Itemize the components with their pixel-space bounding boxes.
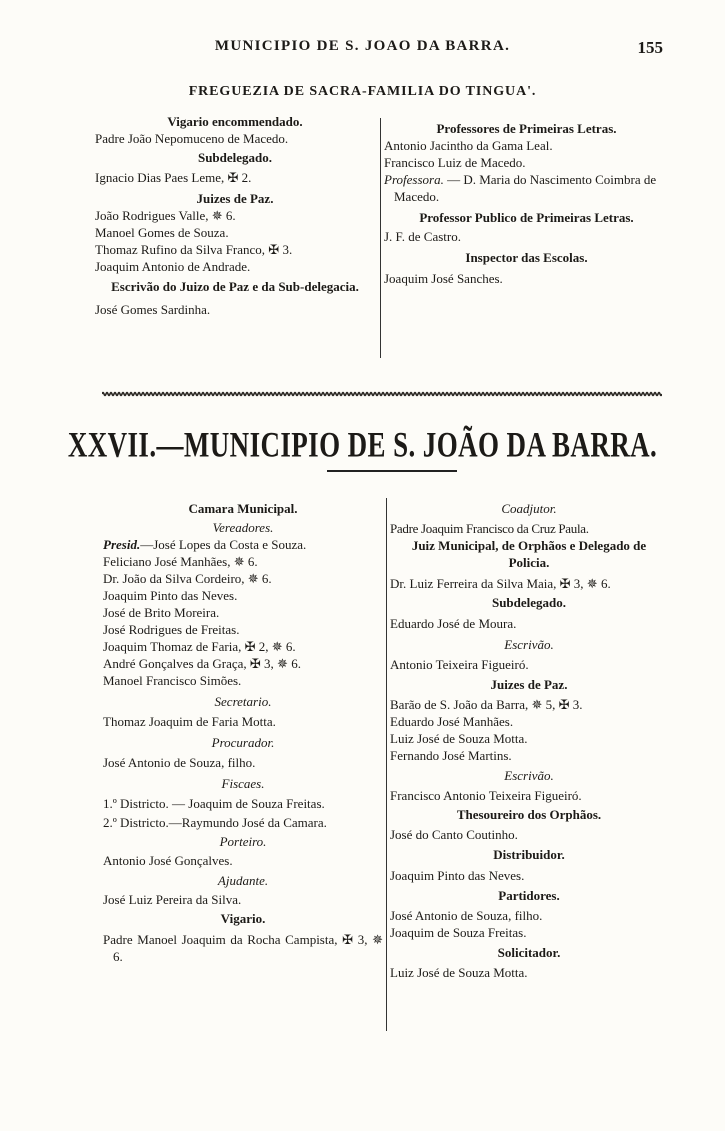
vereador-item: Joaquim Pinto das Neves. xyxy=(103,588,238,603)
juizes-heading: Juizes de Paz. xyxy=(196,191,274,206)
thesoureiro-name: José do Canto Coutinho. xyxy=(390,827,518,842)
fiscaes-heading: Fiscaes. xyxy=(221,776,265,791)
juiz-item: Luiz José de Souza Motta. xyxy=(390,731,528,746)
publico-heading: Professor Publico de Primeiras Letras. xyxy=(419,210,634,225)
partidores-heading: Partidores. xyxy=(498,888,560,903)
column-divider xyxy=(386,498,387,1031)
inspector-name: Joaquim José Sanches. xyxy=(384,271,503,286)
vigario-heading: Vigario. xyxy=(220,911,266,926)
juiz-item: Fernando José Martins. xyxy=(390,748,512,763)
coadjutor-name: Padre Joaquim Francisco da Cruz Paula. xyxy=(390,521,589,536)
fiscal-1: 1.º Districto. — Joaquim de Souza Freitas. xyxy=(103,796,325,811)
vereadores-heading: Vereadores. xyxy=(212,520,274,535)
distribuidor-name: Joaquim Pinto das Neves. xyxy=(390,868,525,883)
escrivao2-heading: Escrivão. xyxy=(504,768,554,783)
escrivao-name: José Gomes Sardinha. xyxy=(95,302,211,317)
thesoureiro-heading: Thesoureiro dos Orphãos. xyxy=(456,807,602,822)
solicitador-name: Luiz José de Souza Motta. xyxy=(390,965,528,980)
section-title: XXVII.—MUNICIPIO DE S. JOÃO DA BARRA. xyxy=(67,424,658,465)
secretario-heading: Secretario. xyxy=(214,694,272,709)
juiz-item: Thomaz Rufino da Silva Franco, ✠ 3. xyxy=(95,242,293,257)
inspector-heading: Inspector das Escolas. xyxy=(465,250,588,265)
escrivao-heading: Escrivão. xyxy=(504,637,554,652)
vereador-item: André Gonçalves da Graça, ✠ 3, ✵ 6. xyxy=(103,656,301,671)
porteiro-heading: Porteiro. xyxy=(219,834,267,849)
vereador-item: José Rodrigues de Freitas. xyxy=(103,622,240,637)
partidor-item: José Antonio de Souza, filho. xyxy=(390,908,543,923)
coadjutor-heading: Coadjutor. xyxy=(501,501,557,516)
subdelegado-name: Ignacio Dias Paes Leme, ✠ 2. xyxy=(95,170,252,185)
publico-name: J. F. de Castro. xyxy=(384,229,461,244)
juiz-heading: Juiz Municipal, de Orphãos e Delegado de Policia. xyxy=(411,538,647,570)
juiz-item: João Rodrigues Valle, ✵ 6. xyxy=(95,208,236,223)
juizes-heading: Juizes de Paz. xyxy=(490,677,568,692)
procurador-name: José Antonio de Souza, filho. xyxy=(103,755,256,770)
parish-left-column xyxy=(95,113,375,318)
camara-heading: Camara Municipal. xyxy=(188,501,298,516)
ajudante-name: José Luiz Pereira da Silva. xyxy=(103,892,242,907)
vigario-heading: Vigario encommendado. xyxy=(167,114,303,129)
parish-title: FREGUEZIA DE SACRA-FAMILIA DO TINGUA'. xyxy=(188,84,537,99)
page-number: 155 xyxy=(637,38,663,57)
running-head xyxy=(0,38,725,64)
partidor-item: Joaquim de Souza Freitas. xyxy=(390,925,527,940)
column-divider xyxy=(380,118,381,358)
vereador-item: Manoel Francisco Simões. xyxy=(103,673,242,688)
professor-item: Antonio Jacintho da Gama Leal. xyxy=(384,138,553,153)
wavy-divider xyxy=(102,391,662,397)
parish-right-column xyxy=(384,120,669,287)
subdelegado-heading: Subdelegado. xyxy=(197,150,273,165)
professora-label: Professora. xyxy=(384,172,444,187)
presidente-label: Presid. xyxy=(103,537,141,552)
title-rule xyxy=(327,470,457,472)
vereador-item: Feliciano José Manhães, ✵ 6. xyxy=(103,554,258,569)
presidente-name: —José Lopes da Costa e Souza. xyxy=(140,537,307,552)
juiz-item: Eduardo José Manhães. xyxy=(390,714,514,729)
running-title: MUNICIPIO DE S. JOAO DA BARRA. xyxy=(214,38,511,54)
wavy-divider-line xyxy=(102,391,662,397)
vigario-name: Padre João Nepomuceno de Macedo. xyxy=(95,131,289,146)
vereador-item: Joaquim Thomaz de Faria, ✠ 2, ✵ 6. xyxy=(103,639,296,654)
fiscal-2: 2.º Districto.—Raymundo José da Camara. xyxy=(103,815,327,830)
ajudante-heading: Ajudante. xyxy=(217,873,269,888)
subdelegado-heading: Subdelegado. xyxy=(491,595,567,610)
professores-heading: Professores de Primeiras Letras. xyxy=(436,121,617,136)
subdelegado-name: Eduardo José de Moura. xyxy=(390,616,517,631)
escrivao-name: Antonio Teixeira Figueiró. xyxy=(390,657,529,672)
solicitador-heading: Solicitador. xyxy=(497,945,561,960)
vereador-item: José de Brito Moreira. xyxy=(103,605,220,620)
escrivao-heading: Escrivão do Juizo de Paz e da Sub-delegacia. xyxy=(111,279,359,294)
juiz-item: Joaquim Antonio de Andrade. xyxy=(95,259,251,274)
municipal-left-column xyxy=(103,500,383,965)
secretario-name: Thomaz Joaquim de Faria Motta. xyxy=(103,714,276,729)
juiz-item: Manoel Gomes de Souza. xyxy=(95,225,229,240)
vereador-item: Dr. João da Silva Cordeiro, ✵ 6. xyxy=(103,571,272,586)
procurador-heading: Procurador. xyxy=(211,735,275,750)
vigario-name: Padre Manoel Joaquim da Rocha Campista, ✠ 3, ✵ 6. xyxy=(103,932,383,964)
distribuidor-heading: Distribuidor. xyxy=(493,847,565,862)
juiz-name: Dr. Luiz Ferreira da Silva Maia, ✠ 3, ✵ 6. xyxy=(390,576,611,591)
professora-entry xyxy=(384,171,669,205)
municipal-right-column xyxy=(390,500,668,981)
porteiro-name: Antonio José Gonçalves. xyxy=(103,853,233,868)
escrivao2-name: Francisco Antonio Teixeira Figueiró. xyxy=(390,788,582,803)
juiz-item: Barão de S. João da Barra, ✵ 5, ✠ 3. xyxy=(390,697,583,712)
presidente-entry xyxy=(103,536,383,553)
professor-item: Francisco Luiz de Macedo. xyxy=(384,155,526,170)
professora-name: — D. Maria do Nascimento Coimbra de Macedo. xyxy=(394,172,657,204)
